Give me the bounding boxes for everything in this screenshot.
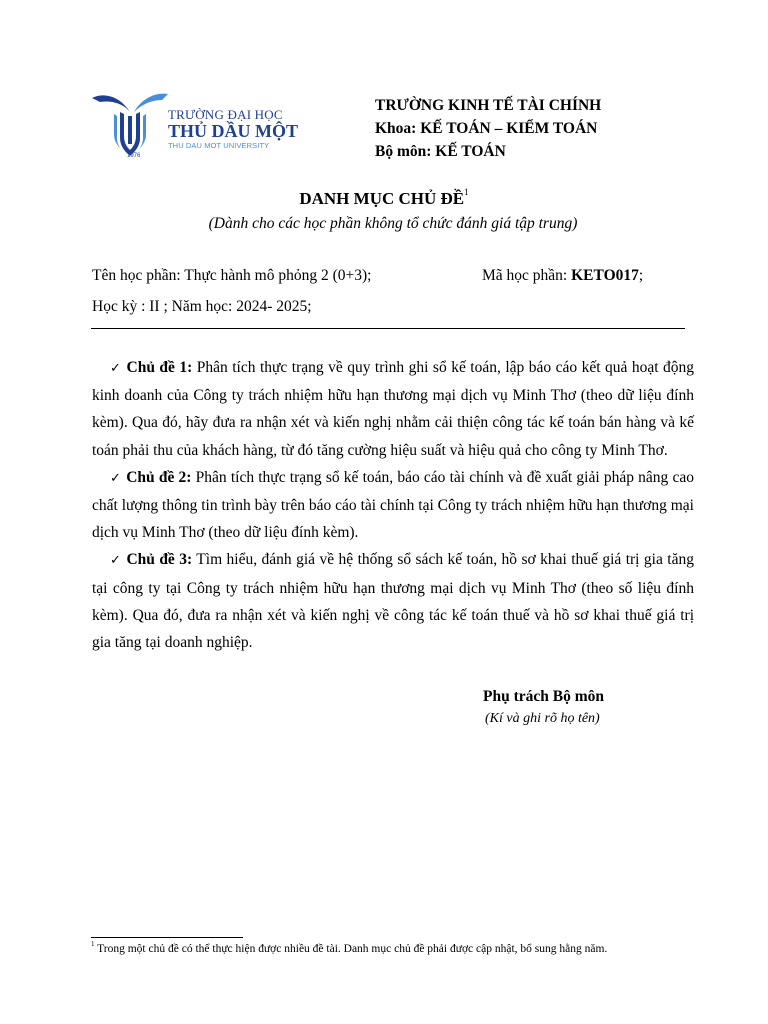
topic-text: Phân tích thực trạng sổ kế toán, báo cáo tài chính và đề xuất giải pháp nâng cao chất lượng thông tin trình bày trên báo cáo tài chính tại Công ty trách nhiệm hữu hạn thương mại dịch vụ Minh Thơ (theo dữ liệu đính kèm). [92, 468, 694, 542]
logo-year: 1976 [127, 153, 141, 159]
footnote-divider [91, 937, 243, 938]
signature-title: Phụ trách Bộ môn [483, 688, 604, 705]
topic-label: Chủ đề 1: [126, 359, 193, 376]
topic-item [92, 354, 694, 464]
footnote-mark: 1 [91, 940, 95, 948]
institution-header [375, 94, 601, 163]
header-divider [91, 328, 685, 329]
footnote-text: Trong một chủ đề có thể thực hiện được nhiều đề tài. Danh mục chủ đề phải được cập nhật, bổ sung hằng năm. [94, 942, 608, 955]
title-text: DANH MỤC CHỦ ĐỀ [299, 189, 465, 208]
course-code-suffix: ; [638, 267, 644, 284]
logo-line-3: THU DAU MOT UNIVERSITY [168, 141, 270, 150]
topic-item [92, 546, 694, 656]
department-name: Bộ môn: KẾ TOÁN [375, 143, 506, 160]
checkmark-icon: ✓ [110, 361, 122, 376]
topic-item [92, 464, 694, 547]
course-code-label: Mã học phần: [482, 267, 572, 284]
course-name: Tên học phần: Thực hành mô phỏng 2 (0+3); [92, 267, 372, 284]
checkmark-icon: ✓ [110, 553, 122, 569]
title-footnote-mark: 1 [464, 187, 469, 198]
signature-note: (Kí và ghi rõ họ tên) [485, 711, 600, 726]
logo-line-1: TRƯỜNG ĐẠI HỌC [168, 107, 283, 122]
course-code: KETO017 [571, 267, 639, 284]
topic-list [92, 354, 694, 656]
footnote [91, 941, 607, 955]
logo-line-2: THỦ DẦU MỘT [168, 121, 298, 141]
faculty-name: Khoa: KẾ TOÁN – KIỂM TOÁN [375, 120, 598, 137]
logo-wordmark [168, 108, 298, 151]
school-name: TRƯỜNG KINH TẾ TÀI CHÍNH [375, 97, 602, 114]
topic-text: Tìm hiểu, đánh giá về hệ thống sổ sách kế toán, hồ sơ khai thuế giá trị gia tăng tại công ty tại Công ty trách nhiệm hữu hạn thương mại dịch vụ Minh Thơ (theo số liệu đính kèm). Qua đó, đưa ra nhận xét và kiến nghị về công tác kế toán thuế và hồ sơ khai thuế giá trị gia tăng tại doanh nghiệp. [92, 551, 694, 652]
topic-label: Chủ đề 2: [126, 468, 192, 486]
document-subtitle: (Dành cho các học phần không tổ chức đánh giá tập trung) [208, 215, 578, 232]
checkmark-icon: ✓ [110, 470, 122, 486]
topic-text: Phân tích thực trạng về quy trình ghi sổ kế toán, lập báo cáo kết quả hoạt động kinh doanh của Công ty trách nhiệm hữu hạn thương mại dịch vụ Minh Thơ (theo dữ liệu đính kèm). Qua đó, hãy đưa ra nhận xét và kiến nghị nhằm cải thiện công tác kế toán bán hàng và kế toán phải thu của khách hàng, từ đó tăng cường hiệu suất và hiệu quả cho công ty Minh Thơ. [92, 359, 694, 459]
document-title [0, 189, 768, 209]
topic-label: Chủ đề 3: [126, 551, 193, 569]
course-code-line [482, 267, 643, 285]
course-term: Học kỳ : II ; Năm học: 2024- 2025; [92, 298, 312, 315]
university-logo [90, 90, 298, 165]
